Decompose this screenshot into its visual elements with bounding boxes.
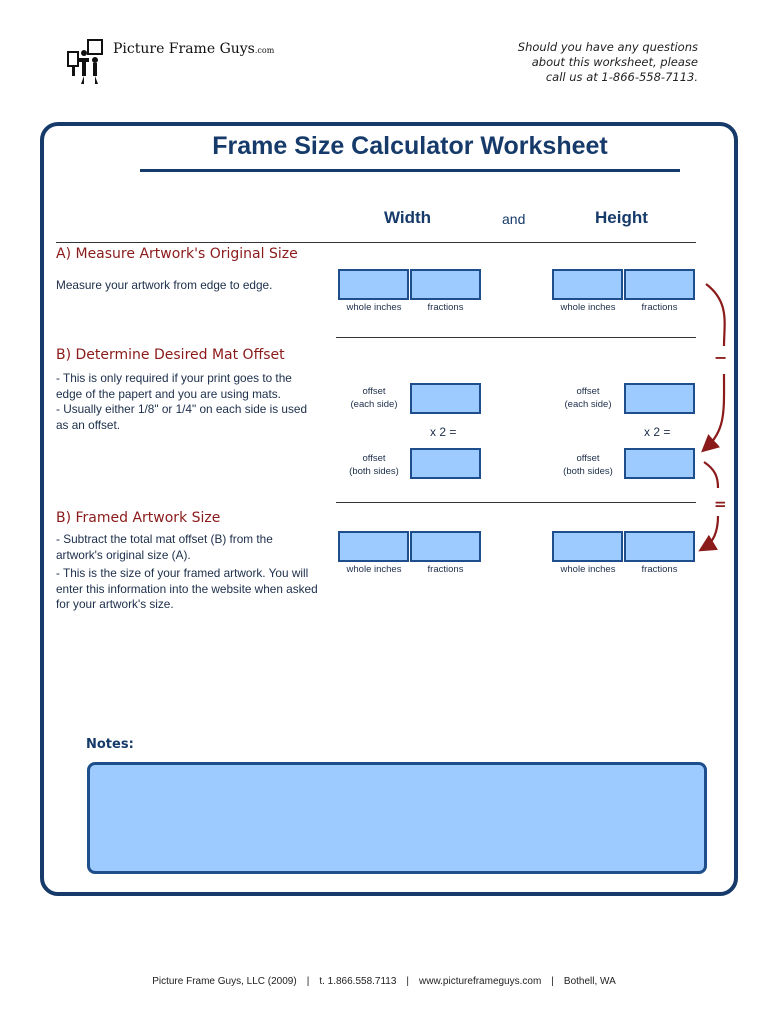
logo-name: Picture Frame Guys xyxy=(113,41,255,57)
offset-caption-line: (both sides) xyxy=(563,466,613,477)
offset-caption-line: (each side) xyxy=(350,399,398,410)
framed-height-whole-caption: whole inches xyxy=(560,564,616,575)
offset-caption-line: offset xyxy=(576,453,600,464)
and-label: and xyxy=(502,211,526,227)
page-title: Frame Size Calculator Worksheet xyxy=(212,132,608,160)
divider-b-c xyxy=(336,502,696,503)
contact-line-2: about this worksheet, please xyxy=(531,55,698,69)
framed-width-whole-field[interactable] xyxy=(338,531,409,562)
footer-location: Bothell, WA xyxy=(563,976,616,987)
framed-height-fraction-caption: fractions xyxy=(641,564,678,575)
offset-caption-line: offset xyxy=(362,386,386,397)
height-offset-both-field[interactable] xyxy=(624,448,695,479)
framed-height-whole-field[interactable] xyxy=(552,531,623,562)
logo-wordmark xyxy=(113,41,274,57)
section-b-note-1: - This is only required if your print goes to the edge of the papert and you are using mats. xyxy=(56,371,292,401)
section-a-title: A) Measure Artwork's Original Size xyxy=(56,246,298,262)
offset-caption-line: (both sides) xyxy=(349,466,399,477)
height-whole-inches-field[interactable] xyxy=(552,269,623,300)
height-fraction-caption: fractions xyxy=(641,302,678,313)
width-times-two: x 2 = xyxy=(430,425,457,439)
width-column-header: Width xyxy=(384,208,432,227)
divider-a-b xyxy=(336,337,696,338)
framed-height-fractions-field[interactable] xyxy=(624,531,695,562)
width-whole-caption: whole inches xyxy=(346,302,402,313)
notes-field[interactable] xyxy=(87,762,707,874)
width-fractions-field[interactable] xyxy=(410,269,481,300)
framed-width-whole-caption: whole inches xyxy=(346,564,402,575)
section-c-note-1: - Subtract the total mat offset (B) from the artwork's original size (A). xyxy=(56,532,273,562)
footer-separator: | xyxy=(551,976,554,987)
height-offset-each-caption xyxy=(553,385,623,411)
section-b-text xyxy=(56,371,318,433)
minus-operator: − xyxy=(714,348,728,367)
framed-width-fractions-field[interactable] xyxy=(410,531,481,562)
height-whole-caption: whole inches xyxy=(560,302,616,313)
contact-note xyxy=(458,40,698,85)
offset-caption-line: (each side) xyxy=(564,399,612,410)
section-c-title: B) Framed Artwork Size xyxy=(56,510,221,526)
footer-separator: | xyxy=(306,976,310,987)
contact-line-1: Should you have any questions xyxy=(517,40,698,54)
offset-caption-line: offset xyxy=(362,453,386,464)
calculation-arrows-icon xyxy=(696,280,736,560)
width-offset-both-caption xyxy=(339,452,409,478)
footer xyxy=(0,976,768,987)
width-whole-inches-field[interactable] xyxy=(338,269,409,300)
footer-website: www.pictureframeguys.com xyxy=(419,976,542,987)
offset-caption-line: offset xyxy=(576,386,600,397)
height-offset-both-caption xyxy=(553,452,623,478)
section-b-title: B) Determine Desired Mat Offset xyxy=(56,347,285,363)
width-fraction-caption: fractions xyxy=(427,302,464,313)
framed-width-fraction-caption: fractions xyxy=(427,564,464,575)
notes-label: Notes: xyxy=(86,737,134,752)
width-offset-each-caption xyxy=(339,385,409,411)
section-c-text xyxy=(56,532,318,613)
footer-phone: t. 1.866.558.7113 xyxy=(319,976,397,987)
title-underline xyxy=(140,169,680,172)
height-times-two: x 2 = xyxy=(644,425,671,439)
equals-operator: = xyxy=(714,495,727,513)
section-b-note-2: - Usually either 1/8" or 1/4" on each side is used as an offset. xyxy=(56,402,308,432)
section-a-instruction: Measure your artwork from edge to edge. xyxy=(56,278,273,292)
section-a-text xyxy=(56,278,318,294)
logo-suffix: .com xyxy=(254,46,275,55)
width-offset-both-field[interactable] xyxy=(410,448,481,479)
footer-company: Picture Frame Guys, LLC (2009) xyxy=(152,976,297,987)
contact-line-3: call us at 1-866-558-7113. xyxy=(545,70,698,84)
width-offset-each-field[interactable] xyxy=(410,383,481,414)
divider-top xyxy=(56,242,696,243)
section-c-note-2: - This is the size of your framed artwork. You will enter this information into the website when asked for your artwork's size. xyxy=(56,566,318,612)
height-column-header: Height xyxy=(595,208,648,227)
height-fractions-field[interactable] xyxy=(624,269,695,300)
height-offset-each-field[interactable] xyxy=(624,383,695,414)
footer-separator: | xyxy=(406,976,410,987)
